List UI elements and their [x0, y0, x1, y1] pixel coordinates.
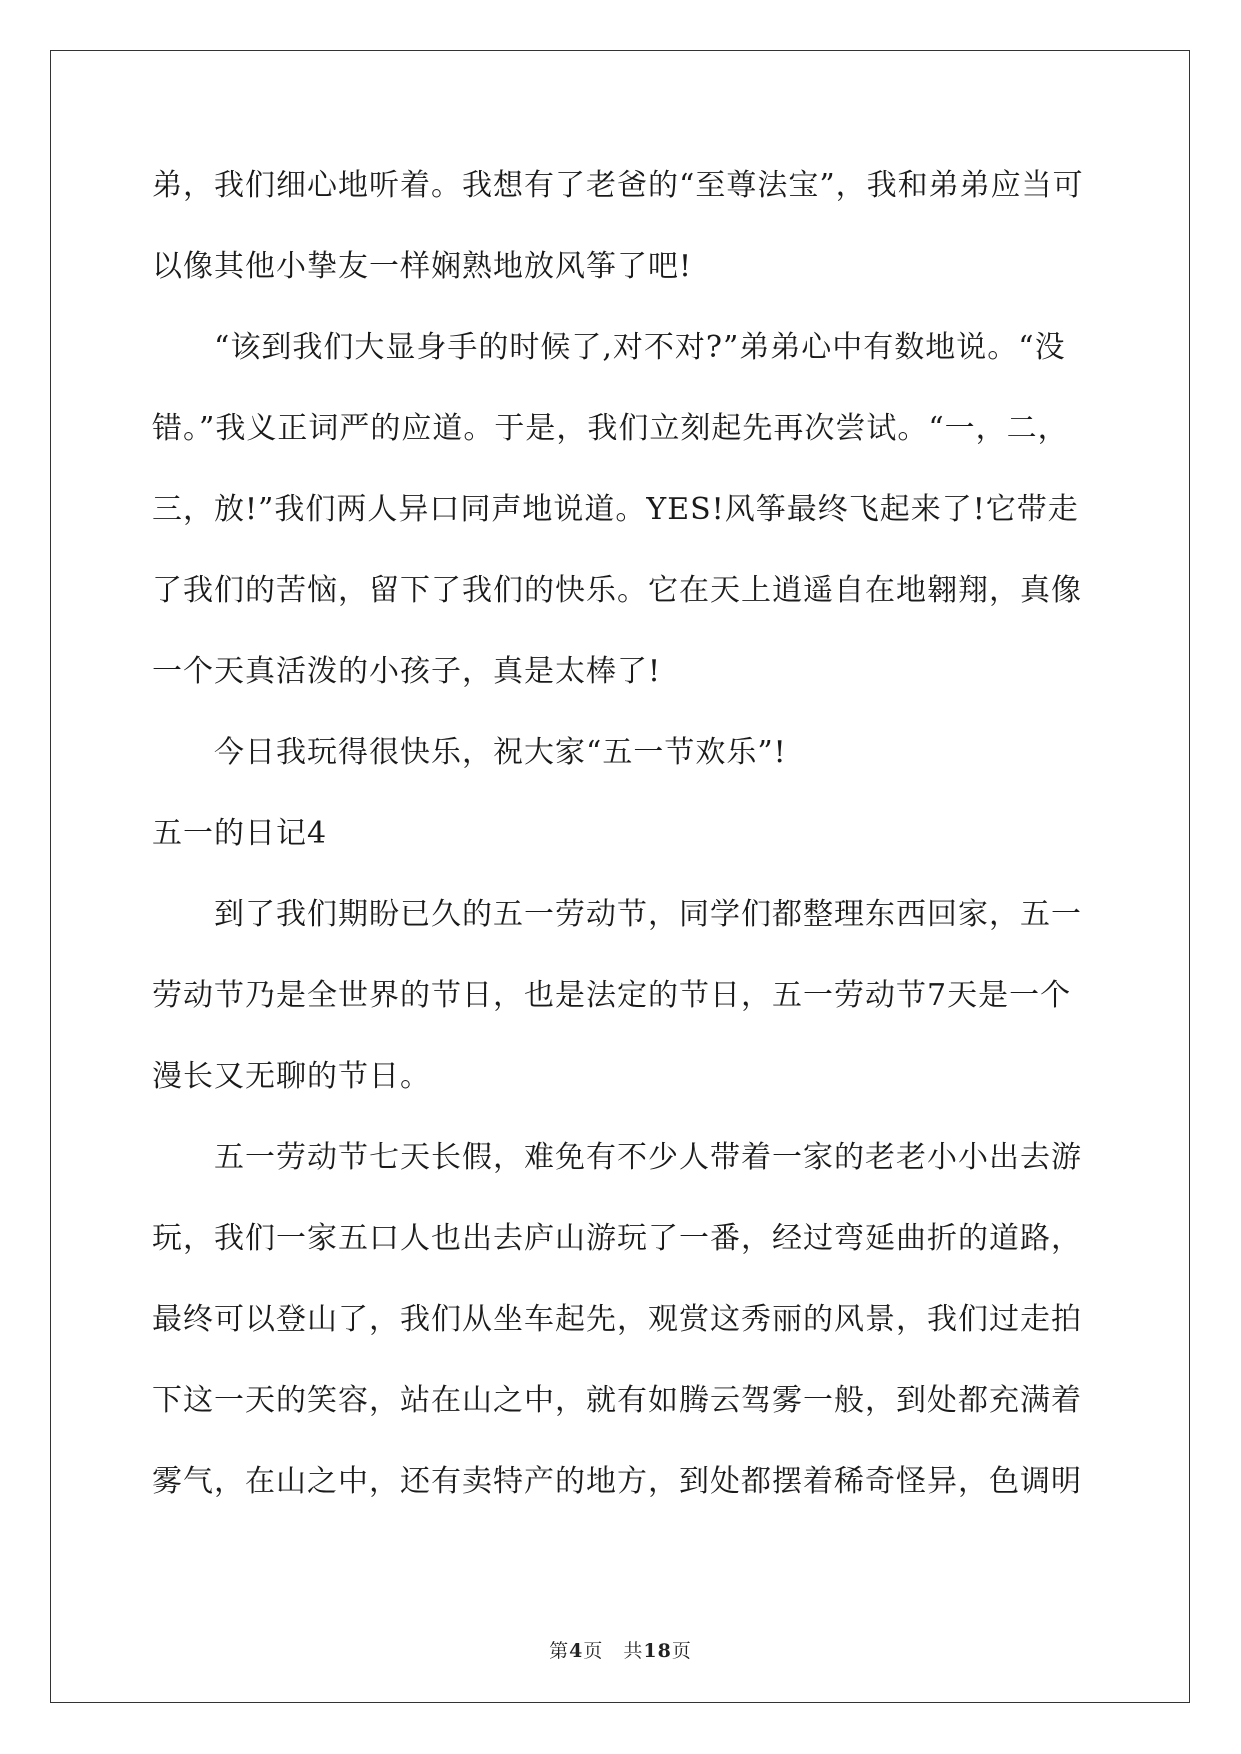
- text-line: 三，放!”我们两人异口同声地说道。YES!风筝最终飞起来了!它带走: [152, 492, 1079, 527]
- text-line: 一个天真活泼的小孩子，真是太棒了!: [152, 654, 662, 689]
- paragraph-start: 五一劳动节七天长假，难免有不少人带着一家的老老小小出去游: [214, 1140, 1082, 1175]
- paragraph-start: 今日我玩得很快乐，祝大家“五一节欢乐”!: [214, 735, 787, 770]
- section-heading: 五一的日记4: [152, 816, 328, 851]
- text-line: 了我们的苦恼，留下了我们的快乐。它在天上逍遥自在地翱翔，真像: [152, 573, 1082, 608]
- paragraph-start: “该到我们大显身手的时候了,对不对?”弟弟心中有数地说。“没: [214, 330, 1066, 365]
- text-line: 下这一天的笑容，站在山之中，就有如腾云驾雾一般，到处都充满着: [152, 1383, 1082, 1418]
- total-page-number: 18: [643, 1640, 672, 1662]
- document-body: [152, 160, 1097, 1537]
- text-line: 错。”我义正词严的应道。于是，我们立刻起先再次尝试。“一，二，: [152, 411, 1069, 446]
- text-line: 以像其他小挚友一样娴熟地放风筝了吧!: [152, 249, 693, 284]
- text-line: 漫长又无聊的节日。: [152, 1059, 431, 1094]
- text-line: 雾气，在山之中，还有卖特产的地方，到处都摆着稀奇怪异，色调明: [152, 1464, 1082, 1499]
- paragraph-start: 到了我们期盼已久的五一劳动节，同学们都整理东西回家，五一: [214, 897, 1082, 932]
- text-line: 劳动节乃是全世界的节日，也是法定的节日，五一劳动节7天是一个: [152, 978, 1072, 1013]
- text-line: 玩，我们一家五口人也出去庐山游玩了一番，经过弯延曲折的道路，: [152, 1221, 1082, 1256]
- footer-prefix: 第: [549, 1640, 570, 1662]
- footer-suffix: 页: [671, 1640, 692, 1662]
- page-footer: [0, 1636, 1241, 1663]
- text-line: 弟，我们细心地听着。我想有了老爸的“至尊法宝”，我和弟弟应当可: [152, 168, 1084, 203]
- current-page-number: 4: [569, 1640, 584, 1662]
- text-line: 最终可以登山了，我们从坐车起先，观赏这秀丽的风景，我们过走拍: [152, 1302, 1082, 1337]
- footer-middle: 页 共: [583, 1640, 644, 1662]
